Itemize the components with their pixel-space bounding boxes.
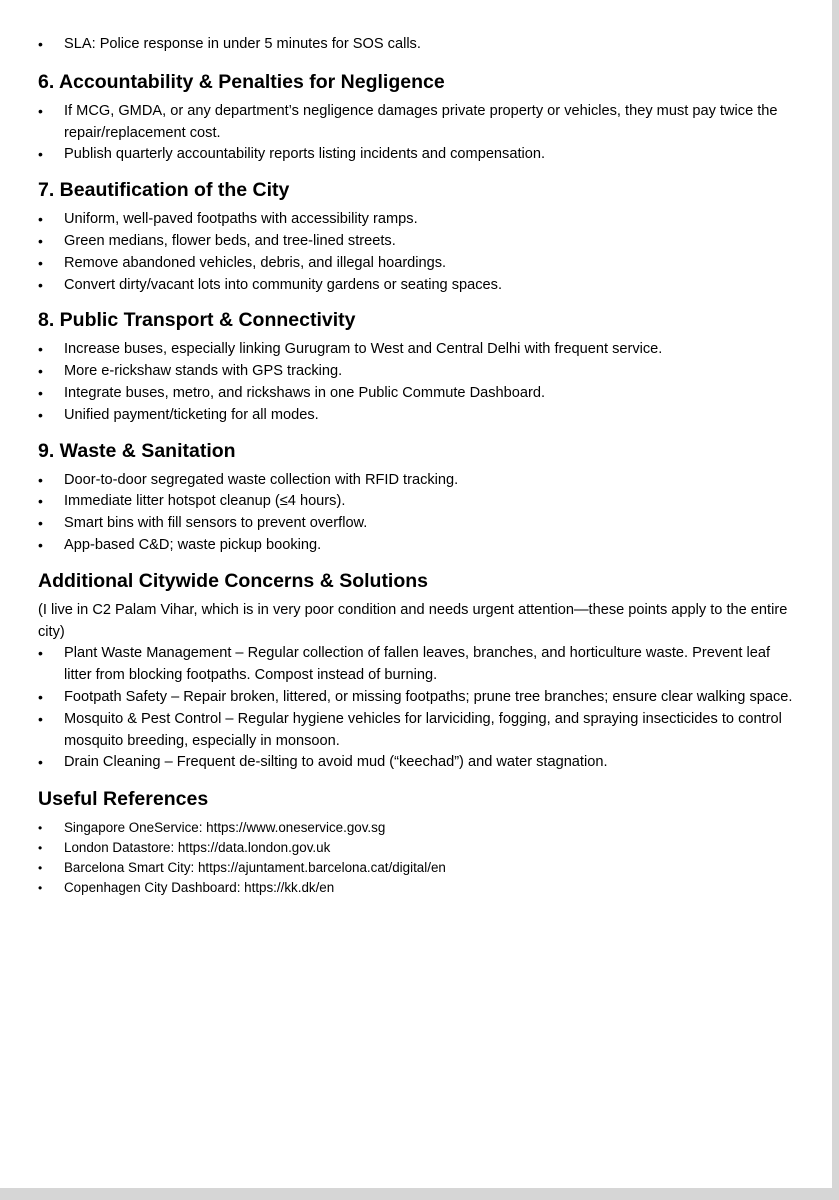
section-heading-beautification: 7. Beautification of the City bbox=[38, 179, 290, 202]
list-item: • If MCG, GMDA, or any department’s negligence damages private property or vehicles, they must pay twice the repair/replacement cost. bbox=[38, 101, 798, 145]
section-heading-waste: 9. Waste & Sanitation bbox=[38, 439, 236, 462]
intro-list bbox=[38, 34, 798, 56]
list-item: • SLA: Police response in under 5 minutes for SOS calls. bbox=[38, 34, 798, 56]
list-item: • Smart bins with fill sensors to prevent overflow. bbox=[38, 513, 798, 535]
reference-item: • London Datastore: https://data.london.gov.uk bbox=[38, 838, 798, 858]
references-list bbox=[38, 818, 798, 898]
reference-item: • Copenhagen City Dashboard: https://kk.dk/en bbox=[38, 878, 798, 898]
section-heading-references: Useful References bbox=[38, 788, 209, 811]
list-item: • Uniform, well-paved footpaths with accessibility ramps. bbox=[38, 209, 798, 231]
accountability-list bbox=[38, 101, 798, 166]
transport-list bbox=[38, 339, 798, 426]
beautification-list bbox=[38, 209, 798, 296]
list-item: • Drain Cleaning – Frequent de-silting to avoid mud (“keechad”) and water stagnation. bbox=[38, 752, 798, 774]
list-item: • Convert dirty/vacant lots into community gardens or seating spaces. bbox=[38, 275, 798, 297]
additional-intro: (I live in C2 Palam Vihar, which is in very poor condition and needs urgent attention—these points apply to the entire city) bbox=[38, 601, 788, 640]
list-item: • Unified payment/ticketing for all modes. bbox=[38, 405, 798, 427]
list-item: • Door-to-door segregated waste collection with RFID tracking. bbox=[38, 470, 798, 492]
section-heading-additional: Additional Citywide Concerns & Solutions bbox=[38, 569, 429, 592]
list-item: • Publish quarterly accountability reports listing incidents and compensation. bbox=[38, 144, 798, 166]
list-item: • Increase buses, especially linking Gurugram to West and Central Delhi with frequent service. bbox=[38, 339, 798, 361]
reference-item: • Singapore OneService: https://www.oneservice.gov.sg bbox=[38, 818, 798, 838]
list-item: • Remove abandoned vehicles, debris, and illegal hoardings. bbox=[38, 253, 798, 275]
document-content bbox=[38, 34, 798, 898]
list-item: • App-based C&D; waste pickup booking. bbox=[38, 535, 798, 557]
section-heading-transport: 8. Public Transport & Connectivity bbox=[38, 309, 356, 332]
reference-item: • Barcelona Smart City: https://ajuntament.barcelona.cat/digital/en bbox=[38, 858, 798, 878]
list-item: • Footpath Safety – Repair broken, littered, or missing footpaths; prune tree branches; ensure clear walking space. bbox=[38, 687, 798, 709]
list-item: • Integrate buses, metro, and rickshaws in one Public Commute Dashboard. bbox=[38, 383, 798, 405]
list-item: • Immediate litter hotspot cleanup (≤4 hours). bbox=[38, 491, 798, 513]
list-item: • More e-rickshaw stands with GPS tracking. bbox=[38, 361, 798, 383]
section-heading-accountability: 6. Accountability & Penalties for Negligence bbox=[38, 70, 445, 93]
list-item: • Green medians, flower beds, and tree-lined streets. bbox=[38, 231, 798, 253]
list-item: • Mosquito & Pest Control – Regular hygiene vehicles for larviciding, fogging, and spraying insecticides to control mosquito breeding, especially in monsoon. bbox=[38, 709, 798, 753]
list-item: • Plant Waste Management – Regular collection of fallen leaves, branches, and horticulture waste. Prevent leaf litter from blocking footpaths. Compost instead of burning. bbox=[38, 643, 798, 687]
waste-list bbox=[38, 470, 798, 557]
additional-list bbox=[38, 643, 798, 774]
